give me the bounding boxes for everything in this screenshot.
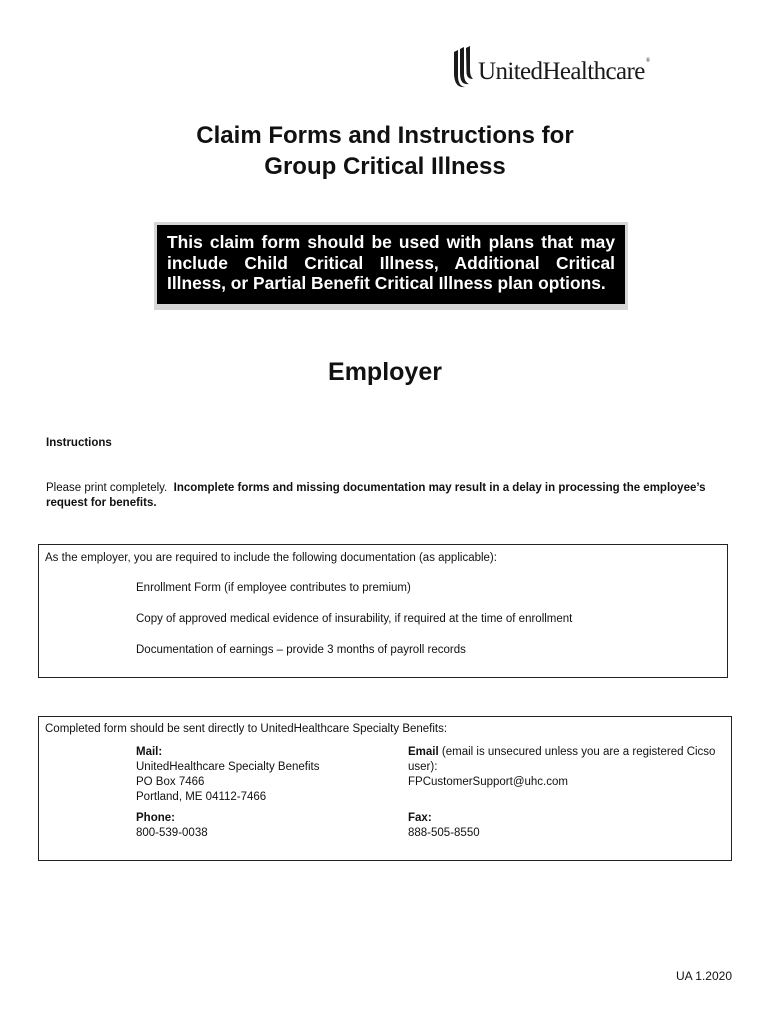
plan-notice-box (157, 225, 625, 304)
mail-line: Portland, ME 04112-7466 (136, 791, 267, 803)
fax-block (408, 811, 728, 841)
instructions-warning-text: Incomplete forms and missing documentation may result in a delay in processing the employee’s request for benefits. (46, 482, 706, 509)
mail-label: Mail: (136, 746, 163, 758)
plan-notice-text: This claim form should be used with plans that may include Child Critical Illness, Additional Critical Illness, or Partial Benefit Critical Illness plan options. (167, 232, 615, 293)
instructions-label: Instructions (46, 437, 112, 449)
instructions-text (46, 481, 726, 511)
email-block (408, 745, 728, 790)
uhc-logo-mark-icon (452, 46, 474, 92)
mail-address-block (136, 745, 319, 805)
documentation-requirements-box (38, 544, 728, 678)
fax-label: Fax: (408, 812, 432, 824)
mail-line: UnitedHealthcare Specialty Benefits (136, 761, 320, 773)
documentation-item: Documentation of earnings – provide 3 months of payroll records (136, 644, 466, 656)
documentation-item: Enrollment Form (if employee contributes to premium) (136, 582, 411, 594)
fax-number: 888-505-8550 (408, 827, 480, 839)
submission-info-box (38, 716, 732, 861)
unitedhealthcare-logo (452, 46, 664, 92)
document-title-line-2: Group Critical Illness (264, 153, 506, 180)
phone-block (136, 811, 208, 841)
documentation-item: Copy of approved medical evidence of insurability, if required at the time of enrollment (136, 613, 573, 625)
email-address: FPCustomerSupport@uhc.com (408, 776, 568, 788)
email-note: (email is unsecured unless you are a registered Cicso user): (408, 746, 716, 773)
phone-label: Phone: (136, 812, 175, 824)
mail-line: PO Box 7466 (136, 776, 205, 788)
phone-number: 800-539-0038 (136, 827, 208, 839)
email-label: Email (408, 746, 439, 758)
submission-intro: Completed form should be sent directly to UnitedHealthcare Specialty Benefits: (45, 723, 448, 735)
section-heading: Employer (328, 358, 442, 386)
document-title-line-1: Claim Forms and Instructions for (196, 122, 574, 149)
registered-mark: ® (645, 58, 650, 64)
logo-wordmark: UnitedHealthcare (478, 58, 645, 85)
instructions-plain-text: Please print completely. (46, 482, 168, 494)
form-version-code: UA 1.2020 (675, 969, 732, 983)
documentation-intro: As the employer, you are required to include the following documentation (as applicable): (45, 552, 497, 564)
